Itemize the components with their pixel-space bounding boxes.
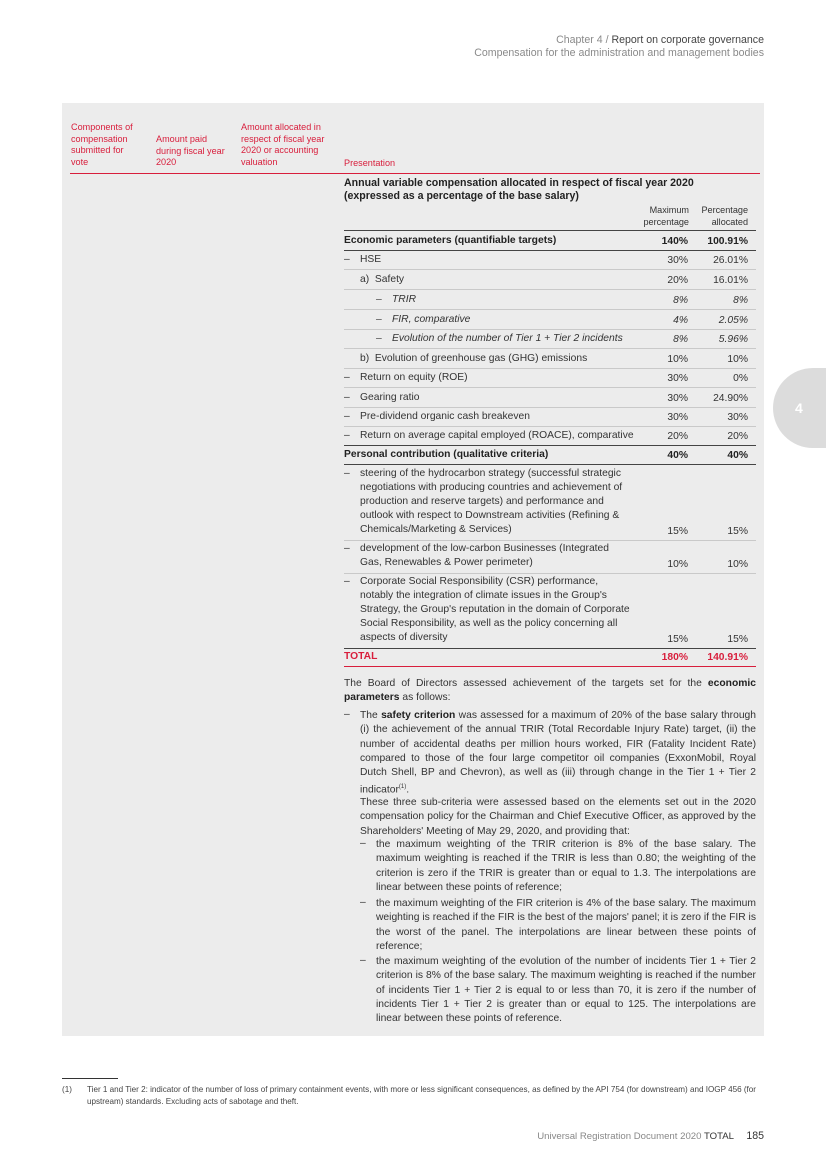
- header-divider: [70, 173, 760, 174]
- table-row-tier-incidents: – Evolution of the number of Tier 1 + Tier 2 incidents 8% 5.96%: [344, 329, 756, 349]
- percentage-allocated-header: Percentage allocated: [701, 205, 748, 228]
- chapter-label: Chapter 4: [556, 34, 603, 46]
- table-row-csr: – Corporate Social Responsibility (CSR) performance, notably the integration of climate issues in the Group's Strategy, the Group's reputation in the domain of Corporate Social Responsibility, as well as the policy concerning all aspects of diversity 15% 15%: [344, 574, 756, 649]
- max-percentage-header: Maximum percentage: [643, 205, 689, 228]
- table-row-breakeven: – Pre-dividend organic cash breakeven 30% 30%: [344, 407, 756, 427]
- column-header-components: Components of compensation submitted for vote: [71, 122, 133, 167]
- bullet-trir: the maximum weighting of the TRIR criterion is 8% of the base salary. The maximum weighting is reached if the TRIR is less than 0.80; the weighting of the criterion is zero if the TRIR is greater than or equal to 1.3. The interpolations are linear between these points of reference;: [376, 839, 756, 893]
- bullet-dash: –: [360, 955, 366, 966]
- footnote-divider: [62, 1078, 118, 1079]
- section-title: Compensation for the administration and management bodies: [474, 46, 764, 59]
- table-row-hydrocarbon-strategy: – steering of the hydrocarbon strategy (successful strategic negotiations with producing countries and achievement of production and reserve targets) and performance and outlook with respect to Downstream activities (Refining & Chemicals/Marketing & Services) 15% 15%: [344, 465, 756, 541]
- column-header-presentation: Presentation: [344, 158, 396, 168]
- brand-name: TOTAL: [703, 1131, 734, 1142]
- bullet-dash: –: [360, 897, 366, 908]
- bullet-fir: the maximum weighting of the FIR criterion is 4% of the base salary. The maximum weighting is reached if the FIR is the best of the majors' panel; it is zero if the FIR is the worst of the panel. The interpolations are linear between these points of reference;: [376, 898, 756, 952]
- bullet-tier-incidents: the maximum weighting of the evolution of the number of incidents Tier 1 + Tier 2 criterion is 8% of the base salary. The maximum weighting is reached if the number of incidents Tier 1 + Tier 2 is equal to or less than 70, it is zero if the number of incidents Tier 1 + Tier 2 is greater than or equal to 125. The interpolations are linear between these points of reference.: [376, 956, 756, 1025]
- table-row-safety: a) Safety 20% 16.01%: [344, 270, 756, 290]
- table-title: Annual variable compensation allocated in respect of fiscal year 2020 (expressed as a percentage of the base salary): [344, 177, 694, 203]
- table-row-low-carbon: – development of the low-carbon Businesses (Integrated Gas, Renewables & Power perimeter) 10% 10%: [344, 541, 756, 574]
- table-row-personal: Personal contribution (qualitative criteria) 40% 40%: [344, 446, 756, 465]
- bullet-dash: –: [360, 838, 366, 849]
- table-row-gearing: – Gearing ratio 30% 24.90%: [344, 388, 756, 408]
- paragraph-sub-criteria: These three sub-criteria were assessed based on the elements set out in the 2020 compensation policy for the Chairman and Chief Executive Officer, as approved by the Shareholders' Meeting of May 29, 2020, and providing that:: [360, 797, 756, 837]
- chapter-side-tab[interactable]: 4: [773, 368, 826, 448]
- table-row-economic: Economic parameters (quantifiable targets) 140% 100.91%: [344, 230, 756, 251]
- document-title: Universal Registration Document 2020: [537, 1131, 702, 1142]
- page-footer: [537, 1130, 764, 1142]
- table-row-roe: – Return on equity (ROE) 30% 0%: [344, 368, 756, 388]
- page-header: Chapter 4 / Report on corporate governance Compensation for the administration and management bodies: [474, 34, 764, 59]
- paragraph-safety-criterion: The safety criterion was assessed for a maximum of 20% of the base salary through (i) the achievement of the annual TRIR (Total Recordable Injury Rate) target, (ii) the number of accidental deaths per million hours worked, FIR (Fatality Incident Rate) compared to those of the four large competitor oil companies (ExxonMobil, Royal Dutch Shell, BP and Chevron), as well as (iii) through change in the Tier 1 + Tier 2 indicator$^{(1)}$.: [360, 710, 757, 796]
- table-row-total: TOTAL 180% 140.91%: [344, 649, 756, 667]
- table-row-ghg: b) Evolution of greenhouse gas (GHG) emissions 10% 10%: [344, 349, 756, 369]
- bullet-dash: –: [344, 709, 350, 720]
- table-row-trir: – TRIR 8% 8%: [344, 290, 756, 310]
- column-header-amount-allocated: Amount allocated in respect of fiscal year 2020 or accounting valuation: [241, 122, 325, 167]
- paragraph-board-assessment: The Board of Directors assessed achievement of the targets set for the economic parameters as follows:: [344, 678, 756, 704]
- table-row-hse: – HSE 30% 26.01%: [344, 250, 756, 270]
- column-header-amount-paid: Amount paid during fiscal year 2020: [156, 134, 225, 168]
- page-number: 185: [746, 1130, 764, 1142]
- chapter-title: Report on corporate governance: [611, 34, 764, 46]
- table-row-roace: – Return on average capital employed (ROACE), comparative 20% 20%: [344, 427, 756, 446]
- table-row-fir: – FIR, comparative 4% 2.05%: [344, 310, 756, 330]
